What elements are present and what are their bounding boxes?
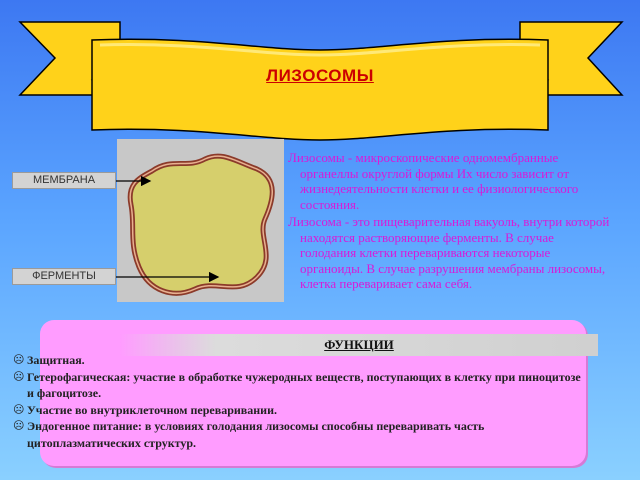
function-item: ☹ Защитная.: [13, 353, 85, 367]
function-item: ☹ Эндогенное питание: в условиях голодания лизосомы способны переваривать часть цитоплазматических структур.: [13, 419, 485, 450]
description: [288, 150, 610, 294]
frowning-face-icon: ☹: [13, 369, 25, 383]
description-paragraph-2: Лизосома - это пищеварительная вакуоль, внутри которой находятся растворяющие ферменты. В случае голодания клетки перевариваются некоторые органоиды. В случае разрушения мембраны лизосомы, клетка переваривает сама себя.: [288, 214, 610, 291]
frowning-face-icon: ☹: [13, 402, 25, 416]
membrane-label: МЕМБРАНА: [12, 172, 116, 189]
page-title: ЛИЗОСОМЫ: [266, 66, 374, 85]
function-item: ☹ Гетерофагическая: участие в обработке чужеродных веществ, поступающих в клетку при пиноцитозе и фагоцитозе.: [13, 369, 581, 400]
function-item: ☹ Участие во внутриклеточном переваривании.: [13, 402, 278, 417]
frowning-face-icon: ☹: [13, 353, 25, 366]
description-paragraph-1: Лизосомы - микроскопические одномембранные органеллы округлой формы Их число зависит от жизнедеятельности клетки и ее физиологического состояния.: [288, 150, 579, 212]
functions-title: ФУНКЦИИ: [120, 334, 598, 356]
frowning-face-icon: ☹: [13, 419, 25, 432]
enzymes-label: ФЕРМЕНТЫ: [12, 268, 116, 285]
functions-list: [13, 352, 583, 451]
